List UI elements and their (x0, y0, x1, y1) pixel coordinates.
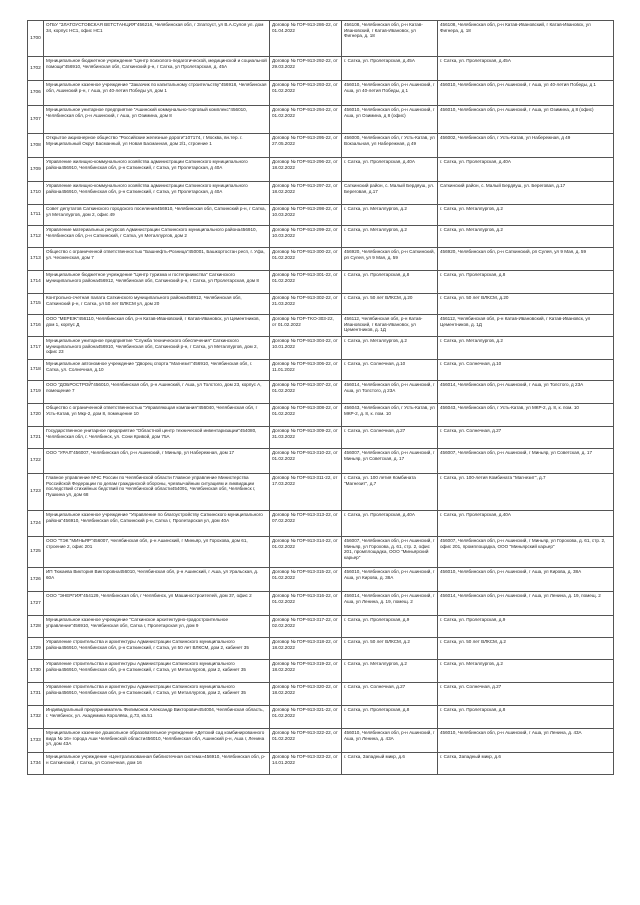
contract-cell: Договор № ГОР-913-321-22, от 01.02.2022 (270, 706, 342, 729)
organization-cell: Управление строительства и архитектуры Администрации Саткинского муниципального района456910, Челябинская обл, р-н Саткинский, г Сатка, ул 50 лет ВЛКСМ, дом 2, кабинет 35 (44, 638, 270, 660)
contract-cell: Договор № ГОР-913-304-22, от 10.01.2022 (270, 337, 342, 360)
table-row (28, 294, 614, 315)
table-row (28, 729, 614, 753)
extra-location-cell: 456014, Челябинская обл, р-н Ашинский, г Аша, ул Ленина, д. 19, помещ. 2 (438, 592, 614, 616)
row-number: 1714 (28, 271, 44, 294)
extra-location-cell: г. Сатка, ул. Пролетарская, д.8 (438, 271, 614, 294)
registry-page (27, 20, 613, 775)
extra-location-cell: 456014, Челябинская обл, р-н Ашинский, г Аша, ул Толстого, д 23А (438, 381, 614, 404)
location-cell: г. Сатка, ул. Металлургов, д.2 (342, 205, 438, 226)
location-cell: г. Сатка, Западный микр, д.6 (342, 753, 438, 775)
location-cell: г. Сатка, ул. Пролетарская, д.40А (342, 511, 438, 537)
location-cell: 456112, Челябинская обл, р-н Катав-Ивановский, г Катав-Ивановск, ул Цементников, д. 1Д (342, 315, 438, 337)
location-cell: г. Сатка, ул. 50 лет ВЛКСМ, д.20 (342, 294, 438, 315)
contract-cell: Договор № ГОР-913-309-22, от 31.03.2022 (270, 427, 342, 449)
contract-cell: Договор № ГОР-913-295-22, от 27.05.2022 (270, 134, 342, 158)
contract-cell: Договор № ГОР-913-322-22, от 01.02.2022 (270, 729, 342, 753)
contract-cell: Договор № ГОР-913-311-22, от 17.03.2022 (270, 474, 342, 511)
location-cell: 456010, Челябинская обл, р-н Ашинский, г Аша, ул Озимина, д 8 (офис) (342, 106, 438, 134)
contract-cell: Договор № ГОР-913-306-22, от 11.01.2022 (270, 360, 342, 381)
row-number: 1700 (28, 21, 44, 57)
location-cell: г. Сатка, ул. Пролетарская, д.9 (342, 616, 438, 638)
row-number: 1709 (28, 158, 44, 182)
table-row (28, 683, 614, 706)
table-row (28, 226, 614, 248)
organization-cell: Муниципальное учреждение «Централизованная библиотечная система»456910, Челябинская обл, р-н Саткинский, г Сатка, ул Солнечная, дом 16 (44, 753, 270, 775)
organization-cell: ООО "ЭНЕРГИЯ"454129, Челябинская обл, г Челябинск, ул Машиностроителей, дом 37, офис 2 (44, 592, 270, 616)
table-row (28, 158, 614, 182)
extra-location-cell: г. Сатка, ул. Солнечная, д.27 (438, 683, 614, 706)
row-number: 1715 (28, 294, 44, 315)
contract-cell: Договор № ГОР-913-319-22, от 18.02.2022 (270, 660, 342, 683)
table-row (28, 337, 614, 360)
contract-cell: Договор № ГОР-913-308-22, от 01.02.2022 (270, 404, 342, 427)
row-number: 1734 (28, 753, 44, 775)
table-row (28, 753, 614, 775)
row-number: 1731 (28, 683, 44, 706)
extra-location-cell: г. Сатка, Западный микр, д.6 (438, 753, 614, 775)
organization-cell: Управление материальных ресурсов Администрации Саткинского муниципального района456910, Челябинская обл, р-н Саткинский, г Сатка, ул Металлургов, дом 2 (44, 226, 270, 248)
location-cell: 456043, Челябинская обл, г Усть-Катав, ул МКР-2, д. 8, к. пом. 10 (342, 404, 438, 427)
contract-cell: Договор № ГОР-913-320-22, от 18.02.2022 (270, 683, 342, 706)
extra-location-cell: г. Сатка, ул. Пролетарская, д.45А (438, 57, 614, 81)
row-number: 1713 (28, 248, 44, 271)
table-row (28, 474, 614, 511)
organization-cell: ООО "УРАЛ"456007, Челябинская обл, р-н Ашинский, г Миньяр, ул Набережная, дом 17 (44, 449, 270, 474)
location-cell: г. Сатка, ул. Металлургов, д.2 (342, 337, 438, 360)
organization-cell: Муниципальное бюджетное учреждение "Центр психолого-педагогической, медицинской и социальной помощи"456910, Челябинская обл, Саткинский р-н, г Сатка, ул Пролетарская, д. 45А (44, 57, 270, 81)
row-number: 1717 (28, 337, 44, 360)
extra-location-cell: 456007, Челябинская обл, р-н Ашинский, г Миньяр, ул Горохова, д. 61, стр. 2, офис 201, промплощадка, ООО "Миньярский карьер" (438, 537, 614, 568)
registry-table (27, 20, 614, 775)
location-cell: 456010, Челябинская обл, р-н Ашинский, г Аша, ул 40-летия Победы, д 1 (342, 81, 438, 106)
row-number: 1718 (28, 360, 44, 381)
row-number: 1723 (28, 474, 44, 511)
organization-cell: Управление строительства и архитектуры Администрации Саткинского муниципального района456910, Челябинская обл, р-н Саткинский, г Сатка, ул Металлургов, дом 2, кабинет 35 (44, 683, 270, 706)
extra-location-cell: Саткинский район, с. Малый Бердяуш, ул. Береговая, д.17 (438, 182, 614, 205)
extra-location-cell: 456108, Челябинская обл, р-н Катав-Ивановский, г Катав-Ивановск, ул Фигнера, д. 18 (438, 21, 614, 57)
organization-cell: Муниципальное унитарное предприятие "Служба технического обеспечения" Саткинского муниципального района456910, Челябинская обл, Саткинский р-н, г Сатка, ул Металлургов, дом 2, офис 23 (44, 337, 270, 360)
location-cell: г. Сатка, ул. Пролетарская, д.8 (342, 706, 438, 729)
location-cell: 456920, Челябинская обл, р-н Саткинский, рп Сулея, ул 9 Мая, д. 59 (342, 248, 438, 271)
row-number: 1728 (28, 616, 44, 638)
table-row (28, 81, 614, 106)
row-number: 1710 (28, 182, 44, 205)
table-row (28, 638, 614, 660)
contract-cell: Договор № ГОР-913-296-22, от 18.02.2022 (270, 158, 342, 182)
contract-cell: Договор № ГОР-913-315-22, от 01.02.2022 (270, 568, 342, 592)
contract-cell: Договор № ГОР-913-286-22, от 01.04.2022 (270, 21, 342, 57)
organization-cell: Общество с ограниченной ответственностью "Башнефть-Розница"450001, Башкортостан респ, г. Уфа, ул. Чесменская, дом 7 (44, 248, 270, 271)
extra-location-cell: г. Сатка, ул. Металлургов, д.2 (438, 205, 614, 226)
row-number: 1708 (28, 134, 44, 158)
organization-cell: Совет депутатов Саткинского городского поселения456910, Челябинская обл, Саткинский р-н, г Сатка, ул Металлургов, дом 2, офис 49 (44, 205, 270, 226)
contract-cell: Договор № ГОР-913-307-22, от 01.02.2022 (270, 381, 342, 404)
organization-cell: Управление жилищно-коммунального хозяйства администрации Саткинского муниципального района456910, Челябинская обл, р-н Саткинский, г Сатка, ул Пролетарская, д 40А (44, 158, 270, 182)
row-number: 1732 (28, 706, 44, 729)
organization-cell: Муниципальное унитарное предприятие "Ашинский коммунально-торговый комплекс"456010, Челябинская обл, р-н Ашинский, г Аша, ул Озимина, дом 8 (44, 106, 270, 134)
table-row (28, 511, 614, 537)
extra-location-cell: г. Сатка, ул. 50 лет ВЛКСМ, д.20 (438, 294, 614, 315)
extra-location-cell: г. Сатка, ул. Пролетарская, д.40А (438, 158, 614, 182)
extra-location-cell: 456010, Челябинская обл, р-н Ашинский, г Аша, ул Ленина, д. 43А (438, 729, 614, 753)
organization-cell: Открытое акционерное общество "Российские железные дороги"107174, г Москва, вн.тер. г. Муниципальный Округ Басманный, ул Новая Басманная, дом 2/1, строение 1 (44, 134, 270, 158)
contract-cell: Договор № ГОР-913-317-22, от 02.02.2022 (270, 616, 342, 638)
extra-location-cell: г. Сатка, ул. Пролетарская, д.40А (438, 511, 614, 537)
contract-cell: Договор № ГОР-913-297-22, от 18.02.2022 (270, 182, 342, 205)
row-number: 1712 (28, 226, 44, 248)
table-row (28, 182, 614, 205)
table-row (28, 592, 614, 616)
table-row (28, 315, 614, 337)
extra-location-cell: 456002, Челябинская обл, г Усть-Катав, ул Набережная, д 49 (438, 134, 614, 158)
table-row (28, 616, 614, 638)
extra-location-cell: 456010, Челябинская обл, р-н Ашинский, г Аша, ул Озимина, д 8 (офис) (438, 106, 614, 134)
organization-cell: Управление жилищно-коммунального хозяйства администрации Саткинского муниципального района456910, Челябинская обл, р-н Саткинский, г Сатка, ул Пролетарская, д 40А (44, 182, 270, 205)
extra-location-cell: 456043, Челябинская обл, г Усть-Катав, ул МКР-2, д. 8, к. пом. 10 (438, 404, 614, 427)
organization-cell: ОГБУ "ЗЛАТОУСТОВСКАЯ ВЕТСТАНЦИЯ"456216, Челябинская обл, г Златоуст, ул В.А.Сулоя ул. дом 34, корпус НС1, офис НС1 (44, 21, 270, 57)
organization-cell: Государственное унитарное предприятие "Областной центр технической инвентаризации"454080, Челябинская обл, г. Челябинск, ул. Сони Кривой, дом 75А (44, 427, 270, 449)
row-number: 1707 (28, 106, 44, 134)
contract-cell: Договор № ГОР-913-293-22, от 01.02.2022 (270, 81, 342, 106)
contract-cell: Договор № ГОР-913-301-22, от 01.02.2022 (270, 271, 342, 294)
table-row (28, 248, 614, 271)
location-cell: 456014, Челябинская обл, р-н Ашинский, г Аша, ул Ленина, д. 19, помещ. 2 (342, 592, 438, 616)
row-number: 1722 (28, 449, 44, 474)
location-cell: г. Сатка, ул. Пролетарская, д.40А (342, 158, 438, 182)
location-cell: 456010, Челябинская обл, р-н Ашинский, г Аша, ул Ленина, д. 43А (342, 729, 438, 753)
extra-location-cell: г. Сатка, ул. 100-летия Комбината "Магнезит", д.7 (438, 474, 614, 511)
organization-cell: Контрольно-счетная палата Саткинского муниципального района456912, Челябинская обл, Саткинский р-н, г Сатка, ул 50 лет ВЛКСМ ул, дом 20 (44, 294, 270, 315)
contract-cell: Договор № ГОР-913-313-22, от 07.02.2022 (270, 511, 342, 537)
row-number: 1706 (28, 81, 44, 106)
row-number: 1730 (28, 660, 44, 683)
table-row (28, 21, 614, 57)
row-number: 1729 (28, 638, 44, 660)
table-row (28, 381, 614, 404)
extra-location-cell: 456112, Челябинская обл, р-н Катав-Ивановский, г Катав-Ивановск, ул Цементников, д. 1Д (438, 315, 614, 337)
location-cell: 456007, Челябинская обл, р-н Ашинский, г Миньяр, ул Горохова, д. 61, стр. 2, офис 201, промплощадка, ООО "Миньярский карьер" (342, 537, 438, 568)
table-row (28, 404, 614, 427)
location-cell: 456007, Челябинская обл, р-н Ашинский, г Миньяр, ул Советская, д. 17 (342, 449, 438, 474)
extra-location-cell: 456007, Челябинская обл, р-н Ашинский, г Миньяр, ул Советская, д. 17 (438, 449, 614, 474)
table-row (28, 537, 614, 568)
table-row (28, 427, 614, 449)
extra-location-cell: г. Сатка, ул. Солнечная, д.27 (438, 427, 614, 449)
row-number: 1725 (28, 537, 44, 568)
location-cell: г. Сатка, ул. Пролетарская, д.45А (342, 57, 438, 81)
extra-location-cell: г. Сатка, ул. Металлургов, д.2 (438, 226, 614, 248)
location-cell: г. Сатка, ул. 100 летия Комбината "Магнезит", д.7 (342, 474, 438, 511)
table-row (28, 106, 614, 134)
location-cell: г. Сатка, ул. Металлургов, д.2 (342, 660, 438, 683)
table-row (28, 271, 614, 294)
extra-location-cell: 456920, Челябинская обл, р-н Саткинский, рп Сулея, ул 9 Мая, д. 59 (438, 248, 614, 271)
organization-cell: ООО "МЕРЕЖ"456110, Челябинская обл, р-н Катав-Ивановский, г Катав-Ивановск, ул Цементников, дом 1, корпус Д (44, 315, 270, 337)
row-number: 1711 (28, 205, 44, 226)
location-cell: 456108, Челябинская обл, р-н Катав-Ивановский, г Катав-Ивановск, ул Фигнера, д. 18 (342, 21, 438, 57)
row-number: 1721 (28, 427, 44, 449)
contract-cell: Договор № ГОР-913-318-22, от 18.02.2022 (270, 638, 342, 660)
row-number: 1733 (28, 729, 44, 753)
organization-cell: ООО "ДОБРОСТРОЙ"456010, Челябинская обл, р-н Ашинский, г Аша, ул Толстого, дом 23, корпус А, помещение 7 (44, 381, 270, 404)
location-cell: 456010, Челябинская обл, р-н Ашинский, г Аша, ул Кирова, д. 38А (342, 568, 438, 592)
location-cell: г. Сатка, ул. Солнечная, д.27 (342, 683, 438, 706)
row-number: 1720 (28, 404, 44, 427)
location-cell: г. Сатка, ул. Пролетарская, д.8 (342, 271, 438, 294)
location-cell: г. Сатка, ул. Солнечная, д.10 (342, 360, 438, 381)
table-row (28, 360, 614, 381)
contract-cell: Договор № ГОР-913-310-22, от 01.02.2022 (270, 449, 342, 474)
organization-cell: Муниципальное казенное учреждение "Заказчик по капитальному строительству"456918, Челябинская обл, Ашинский р-н, г Аша, ул 40-летия Победы ул, дом 1 (44, 81, 270, 106)
extra-location-cell: г. Сатка, ул. Металлургов, д.2 (438, 660, 614, 683)
table-row (28, 57, 614, 81)
row-number: 1727 (28, 592, 44, 616)
location-cell: Саткинский район, с. Малый Бердяуш, ул. Береговая, д.17 (342, 182, 438, 205)
contract-cell: Договор № ГОР-913-302-22, от 21.03.2022 (270, 294, 342, 315)
contract-cell: Договор № ГОР-913-314-22, от 01.02.2022 (270, 537, 342, 568)
contract-cell: Договор № ГОР-913-323-22, от 14.01.2022 (270, 753, 342, 775)
row-number: 1716 (28, 315, 44, 337)
organization-cell: Муниципальное бюджетное учреждение "Центр туризма и гостеприимства" Саткинского муниципального района456912, Челябинская обл, Саткинский р-н, г Сатка, ул Пролетарская, дом 8 (44, 271, 270, 294)
location-cell: г. Сатка, ул. Солнечная, д.27 (342, 427, 438, 449)
row-number: 1702 (28, 57, 44, 81)
contract-cell: Договор № ГОР-913-292-22, от 29.03.2022 (270, 57, 342, 81)
location-cell: 456000, Челябинская обл, г Усть-Катав, ул Вокзальная, ул Набережная, д 49 (342, 134, 438, 158)
organization-cell: Муниципальное автономное учреждение "Дворец спорта "Магнезит"456910, Челябинская обл, г. Сатка, ул. Солнечная, д.10 (44, 360, 270, 381)
organization-cell: ООО "ТЭК "МИНЬЯР"456007, Челябинская обл, р-н Ашинский, г Миньяр, ул Горохова, дом 61, строение 2, офис 201 (44, 537, 270, 568)
contract-cell: Договор № ГОР-913-300-22, от 01.02.2022 (270, 248, 342, 271)
extra-location-cell: г. Сатка, ул. Солнечная, д.10 (438, 360, 614, 381)
contract-cell: Договор № ГОР-913-299-22, от 10.03.2022 (270, 226, 342, 248)
location-cell: г. Сатка, ул. 50 лет ВЛКСМ, д.2 (342, 638, 438, 660)
extra-location-cell: г. Сатка, ул. 50 лет ВЛКСМ, д.2 (438, 638, 614, 660)
organization-cell: Управление строительства и архитектуры Администрации Саткинского муниципального района456910, Челябинская обл, р-н Саткинский, г Сатка, ул Металлургов, дом 2, кабинет 35 (44, 660, 270, 683)
extra-location-cell: 456010, Челябинская обл, р-н Ашинский, г Аша, ул Кирова, д. 38А (438, 568, 614, 592)
extra-location-cell: г. Сатка, ул. Пролетарская, д.9 (438, 616, 614, 638)
extra-location-cell: г. Сатка, ул. Металлургов, д.2 (438, 337, 614, 360)
extra-location-cell: г. Сатка, ул. Пролетарская, д.8 (438, 706, 614, 729)
organization-cell: Муниципальное казенное учреждение "Управление по благоустройству Саткинского муниципального района"456910, Челябинская обл, Саткинский р-н, Сатка г, Пролетарская ул, дом 40А (44, 511, 270, 537)
location-cell: 456014, Челябинская обл, р-н Ашинский, г Аша, ул Толстого, д 23А (342, 381, 438, 404)
table-row (28, 134, 614, 158)
table-row (28, 568, 614, 592)
organization-cell: Индивидуальный предприниматель Филимонов Александр Викторович454004, Челябинская область, г. Челябинск, ул. Академика Королёва, д.73, кв.51 (44, 706, 270, 729)
contract-cell: Договор № ГОР-TKO-303-22, от 01.02.2022 (270, 315, 342, 337)
organization-cell: Муниципальное казенное учреждение "Саткинское архитектурно-градостроительное управление"456910, Челябинская обл, Сатка г, Пролетарская ул, дом 9 (44, 616, 270, 638)
contract-cell: Договор № ГОР-913-298-22, от 10.03.2022 (270, 205, 342, 226)
row-number: 1726 (28, 568, 44, 592)
row-number: 1724 (28, 511, 44, 537)
organization-cell: ИП Тюкаева Виктория Викторовна456010, Челябинская обл, р-н Ашинский, г Аша, ул Уральская, д. 60А (44, 568, 270, 592)
extra-location-cell: 456010, Челябинская обл, р-н Ашинский, г Аша, ул 40-летия Победы, д 1 (438, 81, 614, 106)
row-number: 1719 (28, 381, 44, 404)
table-row (28, 660, 614, 683)
organization-cell: Главное управление МЧС России по Челябинской области Главное управление Министерства Российской Федерации по делам гражданской обороны, чрезвычайным ситуациям и ликвидации последствий стихийных бедствий по Челябинской области454091, Челябинская обл, Челябинск г, Пушкина ул, дом 68 (44, 474, 270, 511)
location-cell: г. Сатка, ул. Металлургов, д.2 (342, 226, 438, 248)
registry-table-body (28, 21, 614, 775)
table-row (28, 205, 614, 226)
table-row (28, 706, 614, 729)
table-row (28, 449, 614, 474)
organization-cell: Муниципальное казенное дошкольное образовательное учреждение «Детский сад комбинированного вида № 16» города Аши Челябинской области456010, Челябинская обл, Ашинский р-н, Аша г, Ленина ул, дом 43А (44, 729, 270, 753)
organization-cell: Общество с ограниченной ответственностью "Управляющая компания"456040, Челябинская обл, г Усть-Катав, ул Мкр-2, дом 8, помещение 10 (44, 404, 270, 427)
contract-cell: Договор № ГОР-913-316-22, от 01.02.2022 (270, 592, 342, 616)
contract-cell: Договор № ГОР-913-294-22, от 01.02.2022 (270, 106, 342, 134)
